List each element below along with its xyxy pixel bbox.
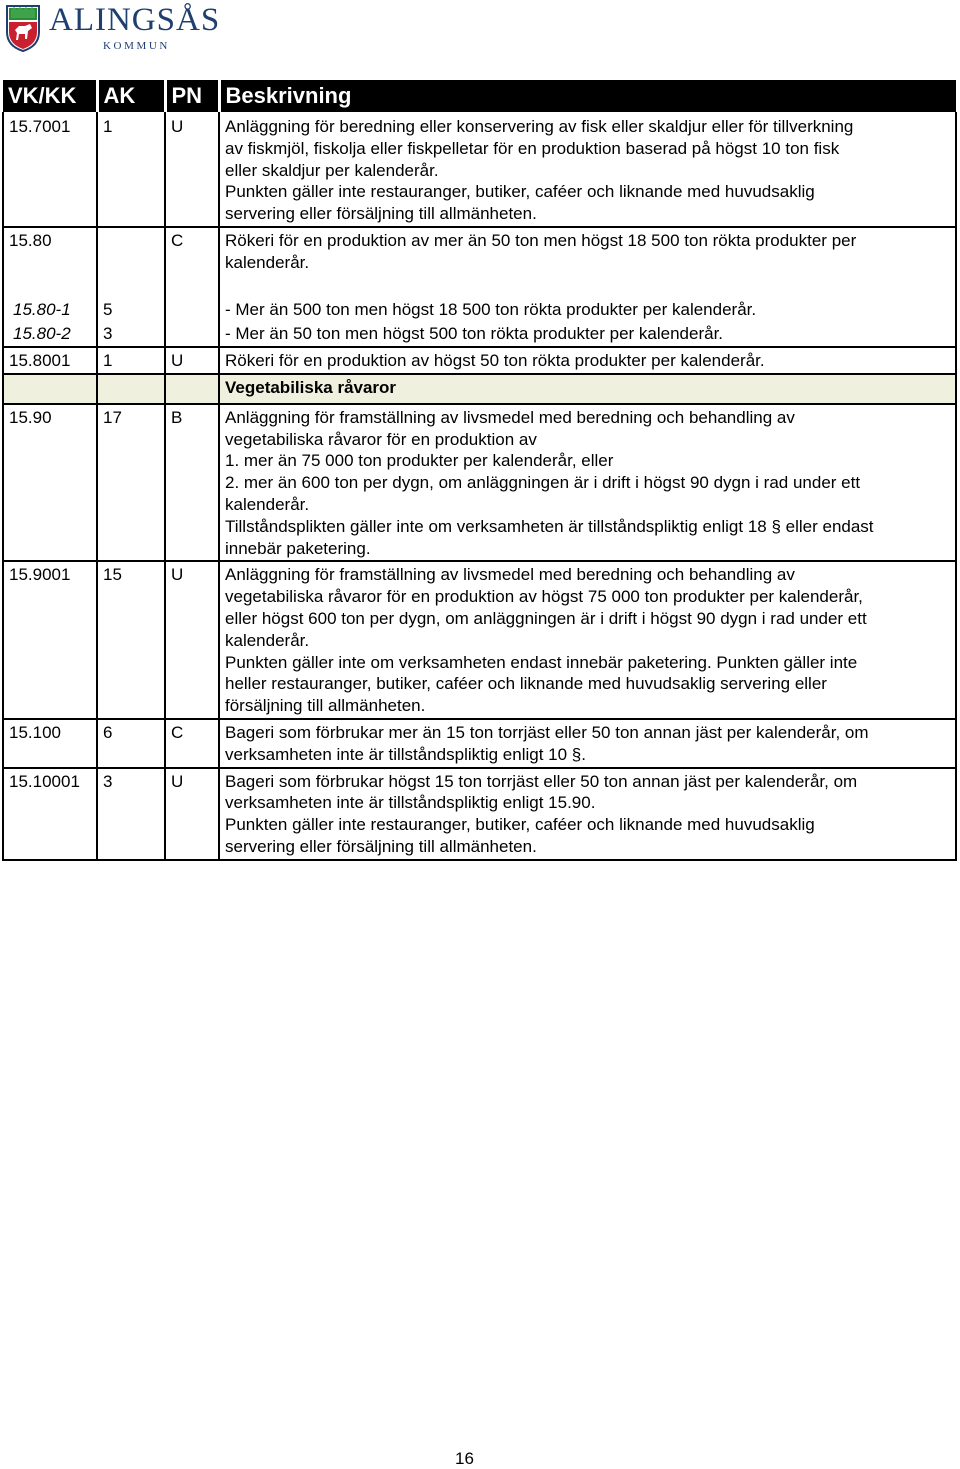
activity-table — [2, 80, 957, 861]
cell-ak: 15 — [97, 561, 165, 719]
description-line: kalenderår. — [225, 252, 310, 272]
table-row — [3, 297, 956, 322]
cell-vk: 15.80 — [3, 227, 97, 297]
alingsas-logo — [5, 4, 235, 54]
description-line: Punkten gäller inte restauranger, butiker, caféer och liknande med huvudsaklig — [225, 815, 815, 835]
description-line: heller restauranger, butiker, caféer och liknande med huvudsaklig servering eller — [225, 674, 827, 694]
description-line: verksamheten inte är tillståndspliktig enligt 15.90. — [225, 793, 596, 813]
table-row — [3, 719, 956, 768]
page-number: 16 — [455, 1449, 474, 1468]
cell-description — [219, 112, 956, 227]
header-vk-kk: VK/KK — [3, 80, 97, 112]
cell-vk: 15.80-2 — [3, 321, 97, 347]
table-row — [3, 321, 956, 347]
logo-wordmark: ALINGSÅS — [49, 2, 221, 38]
description-line: servering eller försäljning till allmänheten. — [225, 204, 537, 224]
description-line: vegetabiliska råvaror för en produktion av — [225, 429, 537, 449]
cell-vk: 15.90 — [3, 404, 97, 562]
description-line: försäljning till allmänheten. — [225, 696, 426, 716]
cell-ak: 5 — [97, 297, 165, 322]
description-line: Anläggning för framställning av livsmedel med beredning och behandling av — [225, 407, 795, 427]
cell-description — [219, 227, 956, 297]
cell-description — [219, 321, 956, 347]
cell-description — [219, 719, 956, 768]
cell-vk: 15.8001 — [3, 347, 97, 374]
description-line: - Mer än 50 ton men högst 500 ton rökta produkter per kalenderår. — [225, 324, 724, 344]
cell-description — [219, 404, 956, 562]
cell-pn: U — [165, 347, 219, 374]
table-header-row — [3, 80, 956, 112]
cell-description — [219, 561, 956, 719]
cell-pn: U — [165, 768, 219, 860]
description-line: Punkten gäller inte restauranger, butiker, caféer och liknande med huvudsaklig — [225, 182, 815, 202]
description-line: verksamheten inte är tillståndspliktig enligt 10 §. — [225, 744, 586, 764]
cell-description — [219, 347, 956, 374]
description-line: - Mer än 500 ton men högst 18 500 ton rökta produkter per kalenderår. — [225, 299, 757, 319]
description-line: av fiskmjöl, fiskolja eller fiskpelletar för en produktion baserad på högst 10 ton fisk — [225, 138, 840, 158]
description-line: Bageri som förbrukar högst 15 ton torrjäst eller 50 ton annan jäst per kalenderår, om — [225, 771, 858, 791]
description-line: Punkten gäller inte om verksamheten endast innebär paketering. Punkten gäller inte — [225, 652, 858, 672]
cell-vk: 15.10001 — [3, 768, 97, 860]
description-line: Anläggning för framställning av livsmedel med beredning och behandling av — [225, 565, 795, 585]
description-line: servering eller försäljning till allmänheten. — [225, 836, 537, 856]
cell-pn: B — [165, 404, 219, 562]
description-line: kalenderår. — [225, 494, 310, 514]
description-line: Rökeri för en produktion av mer än 50 ton men högst 18 500 ton rökta produkter per — [225, 230, 857, 250]
cell-ak: 3 — [97, 321, 165, 347]
cell-pn — [165, 297, 219, 322]
cell-description — [219, 297, 956, 322]
description-line: vegetabiliska råvaror för en produktion av högst 75 000 ton produkter per kalenderår, — [225, 587, 863, 607]
cell-pn: U — [165, 561, 219, 719]
description-line: Anläggning för beredning eller konservering av fisk eller skaldjur eller för tillverkning — [225, 117, 854, 136]
description-line: innebär paketering. — [225, 538, 371, 558]
description-line: 2. mer än 600 ton per dygn, om anläggningen är i drift i högst 90 dygn i rad under ett — [225, 473, 861, 493]
cell-description — [219, 768, 956, 860]
description-line: Rökeri för en produktion av högst 50 ton rökta produkter per kalenderår. — [225, 351, 765, 371]
description-line: eller högst 600 ton per dygn, om anläggningen är i drift i högst 90 dygn i rad under ett — [225, 608, 867, 628]
header-pn: PN — [165, 80, 219, 112]
description-line: eller skaldjur per kalenderår. — [225, 160, 439, 180]
description-line: Tillståndsplikten gäller inte om verksamheten är tillståndspliktig enligt 18 § eller endast — [225, 516, 874, 536]
cell-vk: 15.80-1 — [3, 297, 97, 322]
cell-vk: 15.7001 — [3, 112, 97, 227]
table-row — [3, 347, 956, 374]
table-row — [3, 404, 956, 562]
cell-ak: 1 — [97, 347, 165, 374]
description-line: kalenderår. — [225, 630, 310, 650]
table-row — [3, 768, 956, 860]
table-row — [3, 227, 956, 297]
cell-ak: 6 — [97, 719, 165, 768]
cell-pn: C — [165, 227, 219, 297]
section-heading: Vegetabiliska råvaror — [219, 374, 956, 404]
cell-ak: 3 — [97, 768, 165, 860]
cell-ak: 17 — [97, 404, 165, 562]
cell-pn: C — [165, 719, 219, 768]
description-line: Bageri som förbrukar mer än 15 ton torrjäst eller 50 ton annan jäst per kalenderår, om — [225, 722, 869, 742]
cell-ak — [97, 227, 165, 297]
header-ak: AK — [97, 80, 165, 112]
cell-pn: U — [165, 112, 219, 227]
header-beskrivning: Beskrivning — [219, 80, 956, 112]
section-heading-row — [3, 374, 956, 404]
cell-vk: 15.100 — [3, 719, 97, 768]
table-row — [3, 561, 956, 719]
coat-of-arms-icon — [5, 4, 41, 52]
table-row — [3, 112, 956, 227]
logo-subtitle: KOMMUN — [103, 40, 170, 52]
description-line: 1. mer än 75 000 ton produkter per kalenderår, eller — [225, 451, 614, 471]
cell-ak: 1 — [97, 112, 165, 227]
cell-pn — [165, 321, 219, 347]
cell-vk: 15.9001 — [3, 561, 97, 719]
